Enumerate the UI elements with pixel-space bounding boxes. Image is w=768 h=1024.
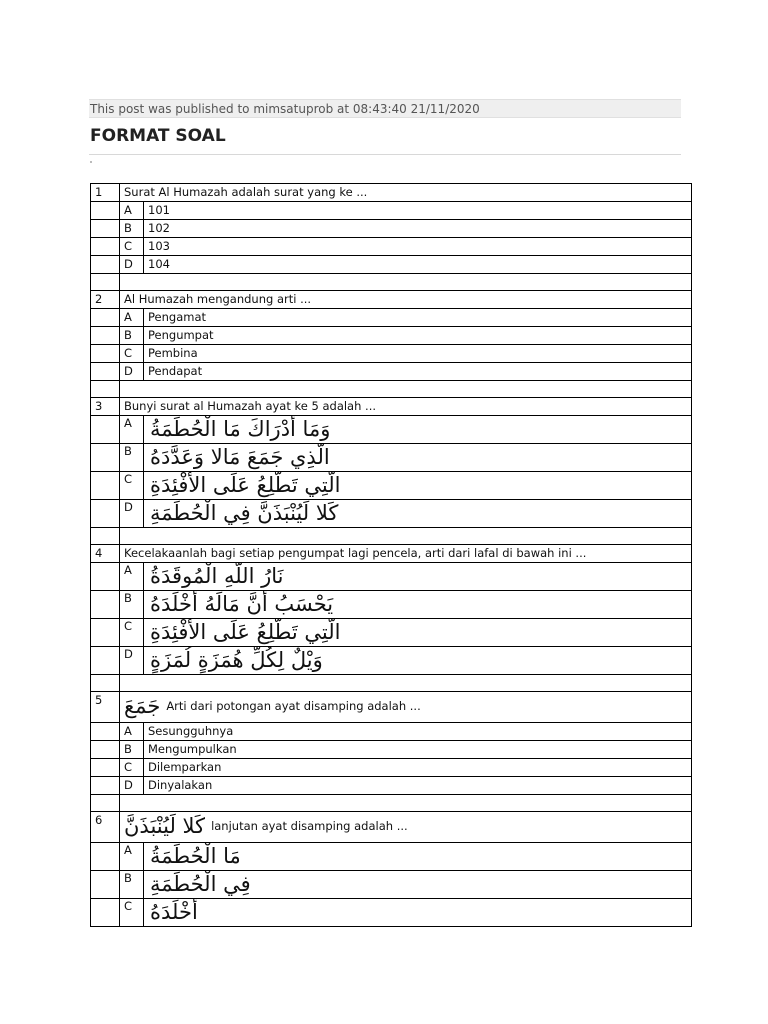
option-text: Dinyalakan [144,777,692,795]
option-text: 101 [144,202,692,220]
option-arabic-text: وَمَا أَدْرَاكَ مَا الْحُطَمَةُ [150,417,331,441]
option-row [91,202,692,220]
option-row [91,327,692,345]
option-row [91,777,692,795]
option-arabic-text: فِي الْحُطَمَةِ [150,872,251,896]
question-row [91,692,692,723]
option-letter: A [120,202,144,220]
option-row [91,741,692,759]
option-arabic-text: وَيْلٌ لِكُلِّ هُمَزَةٍ لُمَزَةٍ [150,648,323,672]
question-number: 1 [91,184,120,202]
option-row [91,472,692,500]
question-row [91,812,692,843]
option-row [91,759,692,777]
option-row [91,220,692,238]
option-row [91,843,692,871]
question-number: 3 [91,398,120,416]
question-table [90,183,692,927]
option-row [91,363,692,381]
question-row [91,291,692,309]
spacer-row [91,795,692,812]
option-row [91,723,692,741]
publish-info-text: This post was published to mimsatuprob at 08:43:40 21/11/2020 [90,102,480,116]
option-arabic-text: كَلا لَيُنْبَذَنَّ فِي الْحُطَمَةِ [150,501,339,525]
option-row [91,619,692,647]
option-row [91,871,692,899]
option-text: 103 [144,238,692,256]
question-text: lanjutan ayat disamping adalah ... [211,819,408,833]
option-letter: A [120,843,144,871]
option-arabic-text: الَّذِي جَمَعَ مَالا وَعَدَّدَهُ [150,445,330,469]
question-text: Arti dari potongan ayat disamping adalah ... [166,699,421,713]
spacer-row [91,274,692,291]
option-arabic-text: مَا الْحُطَمَةُ [150,844,241,868]
option-text: Dilemparkan [144,759,692,777]
decorative-dot [90,161,92,163]
option-letter: C [120,472,144,500]
spacer-row [91,675,692,692]
option-letter: C [120,759,144,777]
question-text: Kecelakaanlah bagi setiap pengumpat lagi pencela, arti dari lafal di bawah ini ... [120,545,692,563]
option-row [91,647,692,675]
question-row [91,398,692,416]
option-letter: A [120,309,144,327]
option-letter: D [120,647,144,675]
question-text: Surat Al Humazah adalah surat yang ke ... [120,184,692,202]
option-letter: B [120,220,144,238]
title-divider [89,154,681,155]
option-letter: B [120,327,144,345]
option-letter: C [120,345,144,363]
question-row [91,184,692,202]
option-row [91,416,692,444]
option-row [91,309,692,327]
option-row [91,899,692,927]
spacer-row [91,528,692,545]
option-row [91,345,692,363]
option-text: Pengamat [144,309,692,327]
option-arabic-text: نَارُ اللَّهِ الْمُوقَدَةُ [150,564,284,588]
option-letter: A [120,416,144,444]
option-text: Sesungguhnya [144,723,692,741]
option-letter: C [120,899,144,927]
question-number: 6 [91,812,120,843]
option-text: 104 [144,256,692,274]
page-title: FORMAT SOAL [90,126,226,146]
option-text: 102 [144,220,692,238]
question-arabic-text: كَلا لَيُنْبَذَنَّ [124,814,206,838]
option-letter: D [120,256,144,274]
publish-info-bar [89,99,681,118]
option-row [91,444,692,472]
option-letter: B [120,741,144,759]
question-arabic-text: جَمَعَ [124,694,161,718]
question-number: 2 [91,291,120,309]
spacer-row [91,381,692,398]
question-text: Al Humazah mengandung arti ... [120,291,692,309]
option-text: Pengumpat [144,327,692,345]
option-row [91,256,692,274]
option-letter: D [120,777,144,795]
option-arabic-text: يَحْسَبُ أَنَّ مَالَهُ أَخْلَدَهُ [150,592,334,616]
question-row [91,545,692,563]
question-text: Bunyi surat al Humazah ayat ke 5 adalah ... [120,398,692,416]
option-letter: D [120,363,144,381]
option-letter: C [120,619,144,647]
question-number: 4 [91,545,120,563]
option-letter: B [120,591,144,619]
option-text: Mengumpulkan [144,741,692,759]
option-letter: A [120,723,144,741]
option-row [91,591,692,619]
option-text: Pembina [144,345,692,363]
option-letter: D [120,500,144,528]
option-arabic-text: الَّتِي تَطَّلِعُ عَلَى الأَفْئِدَةِ [150,620,341,644]
option-letter: A [120,563,144,591]
option-text: Pendapat [144,363,692,381]
option-letter: B [120,444,144,472]
option-row [91,563,692,591]
option-letter: C [120,238,144,256]
option-row [91,500,692,528]
option-row [91,238,692,256]
option-arabic-text: الَّتِي تَطَّلِعُ عَلَى الأَفْئِدَةِ [150,473,341,497]
option-letter: B [120,871,144,899]
option-arabic-text: أَخْلَدَهُ [150,900,198,924]
question-number: 5 [91,692,120,723]
